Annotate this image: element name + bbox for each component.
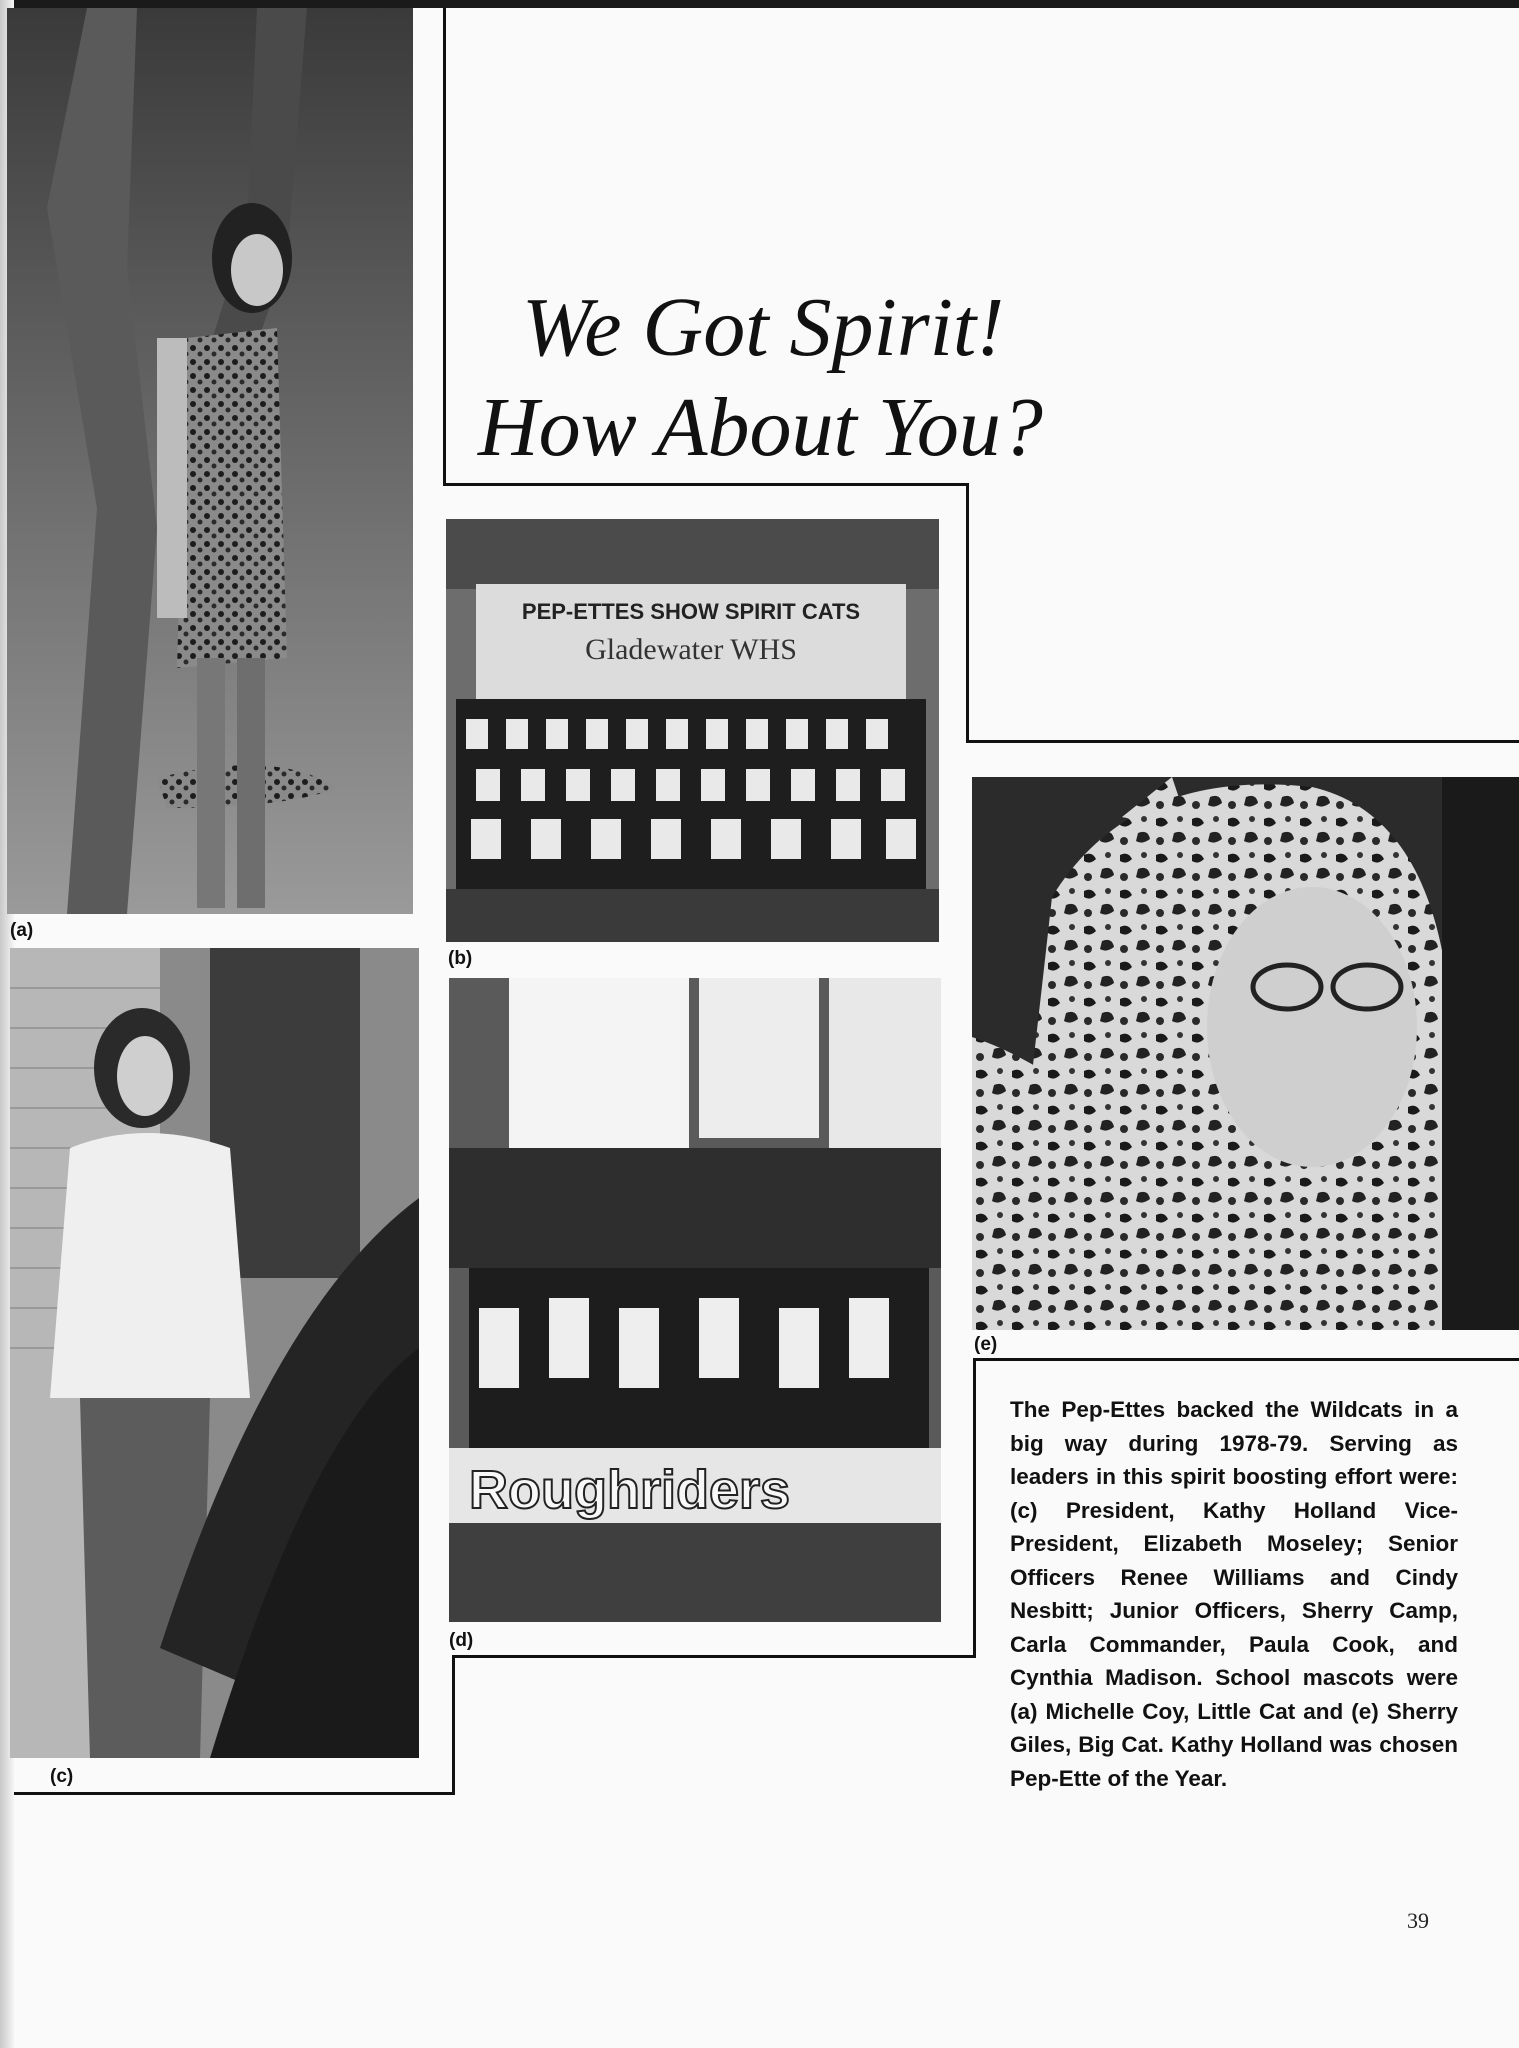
page-number: 39 (1407, 1908, 1429, 1933)
photo-b-image (446, 519, 939, 942)
photo-a-label: (a) (10, 920, 34, 941)
photo-c-image (10, 948, 419, 1758)
title-frame-left (443, 8, 446, 486)
photo-e-label: (e) (974, 1334, 998, 1355)
page-title (478, 278, 1178, 478)
photo-d-label: (d) (449, 1630, 474, 1651)
title-frame-step-right (966, 740, 1519, 743)
photo-c-frame-bottom (14, 1792, 455, 1795)
title-line-2: How About You? (478, 381, 1043, 474)
photo-b-banner-line-2: Gladewater WHS (585, 633, 797, 666)
caption-text: The Pep-Ettes backed the Wildcats in a big way during 1978-79. Serving as leaders in this spirit boosting effort were: (c) President, Kathy Holland Vice-President, Elizabeth Moseley; Senior Officers Renee Williams and Cindy Nesbitt; Junior Officers, Sherry Camp, Carla Commander, Paula Cook, and Cynthia Madison. School mascots were (a) Michelle Coy, Little Cat and (e) Sherry Giles, Big Cat. Kathy Holland was chosen Pep-Ette of the Year. (1010, 1397, 1458, 1791)
title-line-1: We Got Spirit! (522, 281, 1005, 374)
photo-c-president-portrait (10, 948, 419, 1758)
photo-d-frame-bottom (452, 1655, 976, 1658)
photo-b-banner-line-1: PEP-ETTES SHOW SPIRIT CATS (521, 599, 861, 624)
photo-b-label: (b) (448, 948, 473, 969)
title-frame-step-down (966, 483, 969, 743)
photo-a-image (7, 8, 413, 914)
photo-e-image (972, 777, 1519, 1330)
caption-frame-top (973, 1358, 1519, 1361)
title-frame-bottom (443, 483, 968, 486)
photo-d-banner: Roughriders (469, 1460, 791, 1520)
photo-d-frame-left (452, 1655, 455, 1795)
photo-d-pep-rally (449, 978, 941, 1622)
photo-d-image (449, 978, 941, 1622)
caption-frame-left (973, 1358, 976, 1658)
photo-b-group-in-gym (446, 519, 939, 942)
photo-c-label: (c) (50, 1766, 74, 1787)
photo-e-big-cat-mascot (972, 777, 1519, 1330)
top-border (0, 0, 1519, 8)
photo-a-mascot-in-tree (7, 8, 413, 914)
